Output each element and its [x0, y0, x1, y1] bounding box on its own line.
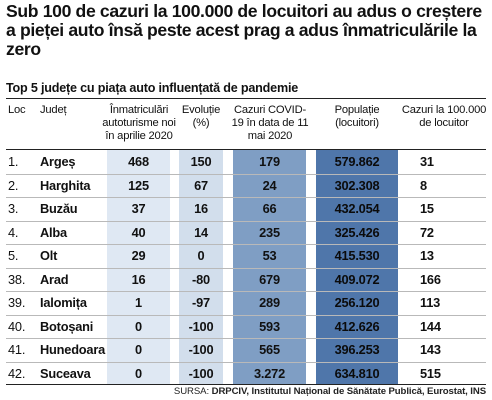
- cell-evolutie: 16: [194, 201, 208, 216]
- cell-cazuri-100k: 515: [420, 365, 441, 381]
- cell-loc: 2.: [8, 177, 19, 193]
- title-rule: [6, 98, 486, 99]
- table-title: Top 5 județe cu piața auto influențată de pandemie: [6, 81, 299, 95]
- cell-cazuri-covid: 565: [259, 342, 280, 357]
- cell-judet: Buzău: [40, 201, 78, 216]
- bottom-rule: [6, 384, 486, 385]
- cell-cazuri-covid: 53: [262, 248, 277, 263]
- cell-loc: 4.: [8, 224, 19, 240]
- cell-populatie: 409.072: [334, 271, 380, 287]
- cell-evolutie: -100: [188, 342, 214, 357]
- cell-judet: Hunedoara: [40, 342, 106, 357]
- cell-judet: Ialomița: [40, 295, 87, 310]
- cell-evolutie: -100: [188, 365, 214, 381]
- cell-judet: Olt: [40, 248, 58, 263]
- source-note: [174, 386, 486, 398]
- source-text: DRPCIV, Institutul Național de Sănătate Publică, Eurostat, INS: [211, 386, 486, 397]
- cell-cazuri-100k: 143: [420, 342, 441, 357]
- row-divider: [6, 174, 486, 175]
- cell-judet: Alba: [40, 224, 67, 240]
- cell-inmatriculari: 29: [131, 248, 146, 263]
- headline: Sub 100 de cazuri la 100.000 de locuitori au adus o creștere a pieței auto însă peste acest prag a adus înmatriculările la zero: [6, 1, 482, 59]
- cell-cazuri-covid: 3.272: [253, 365, 286, 381]
- cell-cazuri-covid: 235: [259, 224, 280, 240]
- row-divider: [6, 221, 486, 222]
- cell-evolutie: -100: [188, 318, 214, 334]
- cell-inmatriculari: 0: [135, 342, 142, 357]
- cell-evolutie: 150: [190, 154, 212, 169]
- header-loc: Loc: [8, 104, 26, 116]
- cell-cazuri-100k: 15: [420, 201, 434, 216]
- cell-judet: Harghita: [40, 177, 91, 193]
- cell-loc: 1.: [8, 154, 19, 169]
- cell-cazuri-100k: 72: [420, 224, 434, 240]
- cell-populatie: 412.626: [334, 318, 380, 334]
- cell-loc: 5.: [8, 248, 19, 263]
- cell-evolutie: -97: [192, 295, 210, 310]
- header-judet: Județ: [40, 104, 67, 116]
- cell-inmatriculari: 1: [135, 295, 142, 310]
- cell-populatie: 302.308: [334, 177, 380, 193]
- cell-inmatriculari: 0: [135, 365, 142, 381]
- cell-loc: 3.: [8, 201, 19, 216]
- cell-cazuri-100k: 13: [420, 248, 434, 263]
- cell-populatie: 396.253: [334, 342, 380, 357]
- cell-inmatriculari: 40: [131, 224, 146, 240]
- cell-populatie: 256.120: [334, 295, 380, 310]
- header-cazuri-100k: Cazuri la 100.000 de locuitor: [401, 104, 487, 129]
- row-divider: [6, 244, 486, 245]
- cell-inmatriculari: 0: [135, 318, 142, 334]
- header-evolutie: Evoluție (%): [181, 104, 221, 129]
- row-divider: [6, 197, 486, 198]
- cell-populatie: 415.530: [334, 248, 380, 263]
- cell-cazuri-covid: 24: [262, 177, 277, 193]
- cell-evolutie: 67: [194, 177, 208, 193]
- cell-cazuri-100k: 113: [420, 295, 441, 310]
- row-divider: [6, 291, 486, 292]
- cell-cazuri-covid: 66: [262, 201, 277, 216]
- cell-cazuri-100k: 8: [420, 177, 427, 193]
- cell-populatie: 432.054: [334, 201, 380, 216]
- cell-cazuri-100k: 166: [420, 271, 441, 287]
- row-divider: [6, 268, 486, 269]
- row-divider: [6, 315, 486, 316]
- cell-populatie: 325.426: [334, 224, 380, 240]
- cell-judet: Argeș: [40, 154, 76, 169]
- cell-loc: 40.: [8, 318, 26, 334]
- cell-cazuri-covid: 679: [259, 271, 280, 287]
- header-rule: [6, 149, 486, 150]
- cell-inmatriculari: 468: [128, 154, 149, 169]
- cell-loc: 38.: [8, 271, 26, 287]
- cell-judet: Arad: [40, 271, 69, 287]
- cell-cazuri-covid: 179: [259, 154, 280, 169]
- cell-loc: 42.: [8, 365, 26, 381]
- cell-evolutie: 0: [197, 248, 205, 263]
- cell-cazuri-100k: 31: [420, 154, 434, 169]
- header-inmatriculari: Înmatriculări autoturisme noi în aprilie 2020: [102, 104, 176, 142]
- row-divider: [6, 338, 486, 339]
- header-populatie: Populație (locuitori): [334, 104, 380, 129]
- cell-populatie: 579.862: [334, 154, 380, 169]
- source-label: SURSA:: [173, 386, 210, 397]
- cell-evolutie: 14: [194, 224, 208, 240]
- cell-loc: 41.: [8, 342, 26, 357]
- cell-populatie: 634.810: [334, 365, 380, 381]
- cell-inmatriculari: 16: [131, 271, 146, 287]
- cell-cazuri-covid: 593: [259, 318, 280, 334]
- cell-inmatriculari: 37: [131, 201, 146, 216]
- cell-judet: Botoșani: [40, 318, 94, 334]
- cell-cazuri-100k: 144: [420, 318, 441, 334]
- cell-loc: 39.: [8, 295, 26, 310]
- cell-evolutie: -80: [192, 271, 210, 287]
- row-divider: [6, 362, 486, 363]
- header-cazuri-covid: Cazuri COVID-19 în data de 11 mai 2020: [231, 104, 309, 142]
- cell-inmatriculari: 125: [128, 177, 149, 193]
- cell-judet: Suceava: [40, 365, 91, 381]
- cell-cazuri-covid: 289: [259, 295, 280, 310]
